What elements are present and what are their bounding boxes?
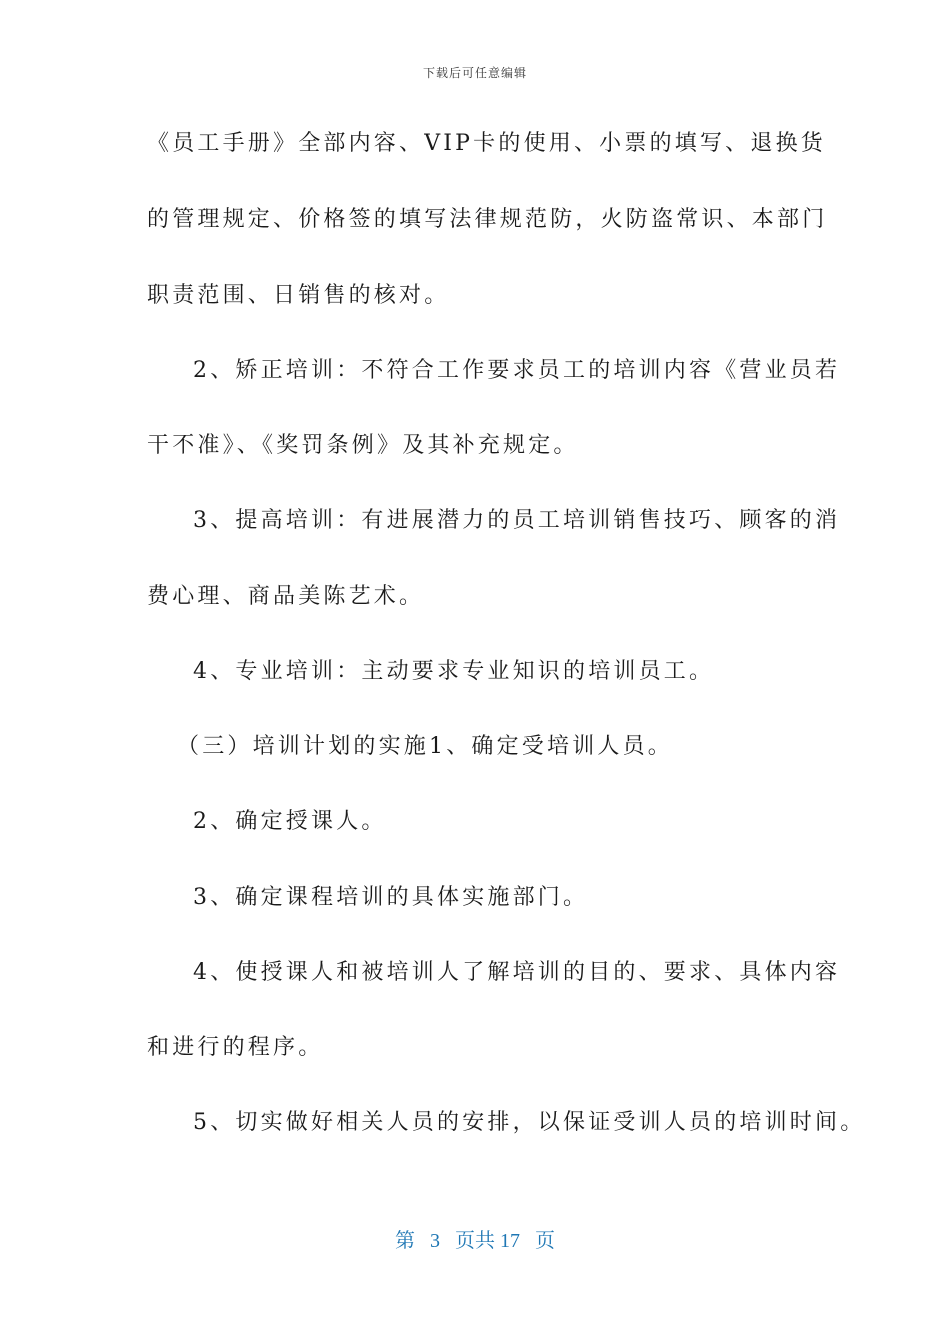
paragraph-line: 3、提高培训：有进展潜力的员工培训销售技巧、顾客的消	[193, 508, 841, 533]
paragraph-line: 职责范围、日销售的核对。	[147, 283, 450, 308]
page-label-suffix: 页	[535, 1230, 555, 1252]
paragraph-line: 2、确定授课人。	[193, 809, 387, 834]
paragraph-line: 干不准》、《奖罚条例》及其补充规定。	[147, 433, 579, 458]
current-page-number: 3	[430, 1230, 440, 1252]
paragraph-line: 和进行的程序。	[147, 1035, 324, 1060]
paragraph-line: 的管理规定、价格签的填写法律规范防，火防盗常识、本部门	[147, 207, 828, 232]
paragraph-line: 费心理、商品美陈艺术。	[147, 584, 425, 609]
paragraph-line: 《员工手册》全部内容、VIP卡的使用、小票的填写、退换货	[147, 131, 826, 156]
paragraph-line: 3、确定课程培训的具体实施部门。	[193, 885, 589, 910]
paragraph-line: （三）培训计划的实施1、确定受培训人员。	[177, 734, 673, 759]
paragraph-line: 5、切实做好相关人员的安排，以保证受训人员的培训时间。	[193, 1110, 866, 1135]
paragraph-line: 4、专业培训：主动要求专业知识的培训员工。	[193, 659, 715, 684]
paragraph-line: 2、矫正培训：不符合工作要求员工的培训内容《营业员若	[193, 358, 841, 383]
page-number-footer	[0, 1224, 950, 1253]
header-note: 下载后可任意编辑	[422, 66, 527, 80]
page-label-prefix: 第	[395, 1230, 415, 1252]
paragraph-line: 4、使授课人和被培训人了解培训的目的、要求、具体内容	[193, 960, 841, 985]
page-label-middle: 页共	[455, 1230, 495, 1252]
total-pages-number: 17	[500, 1230, 520, 1252]
